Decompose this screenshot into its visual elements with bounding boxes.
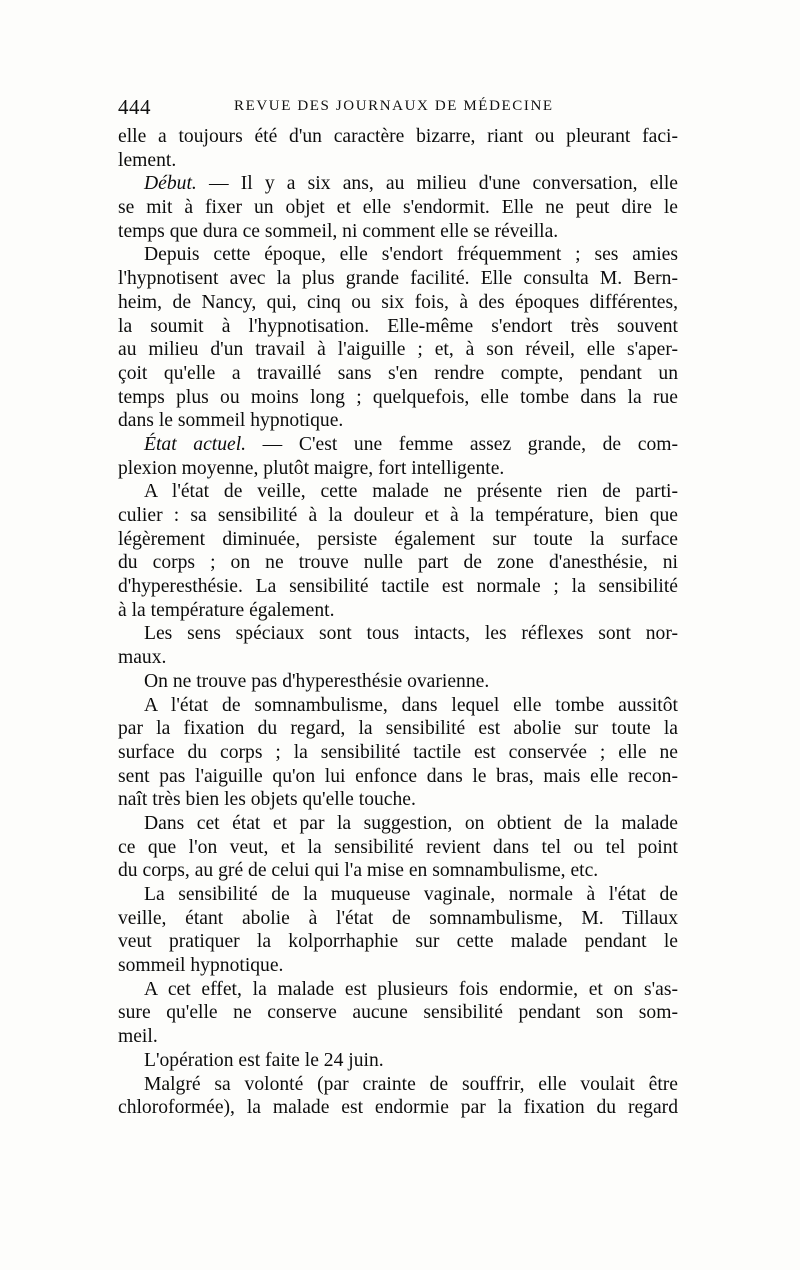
text-line: [118, 1073, 678, 1097]
line-text: heim, de Nancy, qui, cinq ou six fois, à des époques différentes,: [118, 291, 678, 313]
line-text: ce que l'on veut, et la sensibilité revient dans tel ou tel point: [118, 836, 678, 858]
text-line: [118, 978, 678, 1002]
text-line: [118, 859, 678, 883]
line-text: du corps ; on ne trouve nulle part de zone d'anesthésie, ni: [118, 552, 678, 574]
text-line: [118, 220, 678, 244]
text-line: [118, 883, 678, 907]
paragraph: [118, 694, 678, 812]
line-text: A l'état de veille, cette malade ne présente rien de parti-: [144, 481, 678, 503]
text-line: [118, 196, 678, 220]
paragraph: [118, 622, 678, 669]
line-text: — C'est une femme assez grande, de com-: [246, 433, 679, 455]
text-line: [118, 954, 678, 978]
paragraph: [118, 172, 678, 243]
text-line: [118, 788, 678, 812]
text-line: [118, 125, 678, 149]
line-text: A l'état de somnambulisme, dans lequel elle tombe aussitôt: [144, 694, 678, 716]
line-text: A cet effet, la malade est plusieurs fois endormie, et on s'as-: [144, 978, 678, 1000]
line-text: La sensibilité de la muqueuse vaginale, normale à l'état de: [144, 884, 678, 905]
page-number: 444: [118, 95, 151, 119]
line-text: à la température également.: [118, 599, 335, 621]
text-line: [118, 267, 678, 291]
text-line: [118, 812, 678, 836]
line-text: veut pratiquer la kolporrhaphie sur cette malade pendant le: [118, 931, 678, 953]
text-line: [118, 717, 678, 741]
line-text: légèrement diminuée, persiste également sur toute la surface: [118, 528, 678, 550]
page-header: [118, 95, 678, 119]
line-text: temps que dura ce sommeil, ni comment elle se réveilla.: [118, 220, 559, 242]
text-line: [118, 291, 678, 315]
line-text: plexion moyenne, plutôt maigre, fort intelligente.: [118, 457, 505, 479]
text-line: [118, 457, 678, 481]
line-text: se mit à fixer un objet et elle s'endormit. Elle ne peut dire le: [118, 197, 678, 219]
paragraph: [118, 883, 678, 978]
body-text: [118, 125, 678, 1120]
text-line: [118, 1001, 678, 1025]
text-line: [118, 907, 678, 931]
text-line: [118, 315, 678, 339]
line-text: Malgré sa volonté (par crainte de souffrir, elle voulait être: [144, 1073, 678, 1095]
paragraph: [118, 1073, 678, 1120]
text-line: [118, 480, 678, 504]
text-line: [118, 694, 678, 718]
line-text: On ne trouve pas d'hyperesthésie ovarienne.: [144, 670, 490, 692]
text-line: [118, 504, 678, 528]
text-line: [118, 362, 678, 386]
line-text: L'opération est faite le 24 juin.: [144, 1049, 384, 1071]
paragraph: [118, 1049, 678, 1073]
line-text: meil.: [118, 1026, 158, 1048]
line-text: du corps, au gré de celui qui l'a mise en somnambulisme, etc.: [118, 860, 599, 882]
paragraph: [118, 812, 678, 883]
line-text: culier : sa sensibilité à la douleur et à la température, bien que: [118, 505, 678, 526]
line-text: chloroformée), la malade est endormie par la fixation du regard: [118, 1097, 678, 1119]
paragraph: [118, 480, 678, 622]
line-text: d'hyperesthésie. La sensibilité tactile est normale ; la sensibilité: [118, 576, 678, 598]
text-line: [118, 670, 678, 694]
line-text: çoit qu'elle a travaillé sans s'en rendre compte, pendant un: [118, 362, 678, 384]
text-line: [118, 338, 678, 362]
text-line: [118, 433, 678, 457]
text-line: [118, 1025, 678, 1049]
text-line: [118, 765, 678, 789]
text-line: [118, 386, 678, 410]
text-line: [118, 646, 678, 670]
paragraph: [118, 243, 678, 433]
running-head: REVUE DES JOURNAUX DE MÉDECINE: [234, 98, 554, 114]
line-text: la soumit à l'hypnotisation. Elle-même s'endort très souvent: [118, 315, 678, 337]
line-text: par la fixation du regard, la sensibilité est abolie sur toute la: [118, 718, 678, 740]
text-line: [118, 243, 678, 267]
text-line: [118, 622, 678, 646]
text-line: [118, 1049, 678, 1073]
line-text: Les sens spéciaux sont tous intacts, les réflexes sont nor-: [144, 623, 678, 645]
line-text: surface du corps ; la sensibilité tactile est conservée ; elle ne: [118, 741, 678, 763]
text-line: [118, 172, 678, 196]
line-text: veille, étant abolie à l'état de somnambulisme, M. Tillaux: [118, 907, 678, 929]
text-line: [118, 1096, 678, 1120]
text-line: [118, 575, 678, 599]
text-line: [118, 930, 678, 954]
text-line: [118, 599, 678, 623]
line-text: sent pas l'aiguille qu'on lui enfonce dans le bras, mais elle recon-: [118, 765, 678, 787]
section-lead: État actuel.: [144, 433, 247, 455]
text-line: [118, 741, 678, 765]
line-text: elle a toujours été d'un caractère bizarre, riant ou pleurant faci-: [118, 126, 678, 147]
line-text: — Il y a six ans, au milieu d'une conversation, elle: [196, 173, 678, 195]
line-text: sure qu'elle ne conserve aucune sensibilité pendant son som-: [118, 1002, 678, 1024]
line-text: lement.: [118, 149, 177, 171]
line-text: Dans cet état et par la suggestion, on obtient de la malade: [144, 812, 678, 834]
paragraph: [118, 433, 678, 480]
paragraph: [118, 978, 678, 1049]
line-text: au milieu d'un travail à l'aiguille ; et, à son réveil, elle s'aper-: [118, 339, 678, 361]
text-line: [118, 836, 678, 860]
line-text: sommeil hypnotique.: [118, 955, 284, 977]
line-text: maux.: [118, 647, 167, 669]
text-line: [118, 528, 678, 552]
line-text: Depuis cette époque, elle s'endort fréquemment ; ses amies: [144, 244, 678, 266]
paragraph: [118, 670, 678, 694]
line-text: naît très bien les objets qu'elle touche.: [118, 789, 416, 811]
line-text: l'hypnotisent avec la plus grande facilité. Elle consulta M. Bern-: [118, 268, 678, 290]
section-lead: Début.: [144, 173, 197, 195]
line-text: temps plus ou moins long ; quelquefois, elle tombe dans la rue: [118, 386, 678, 408]
paragraph: [118, 125, 678, 172]
line-text: dans le sommeil hypnotique.: [118, 410, 344, 432]
text-line: [118, 551, 678, 575]
text-line: [118, 409, 678, 433]
text-line: [118, 149, 678, 173]
